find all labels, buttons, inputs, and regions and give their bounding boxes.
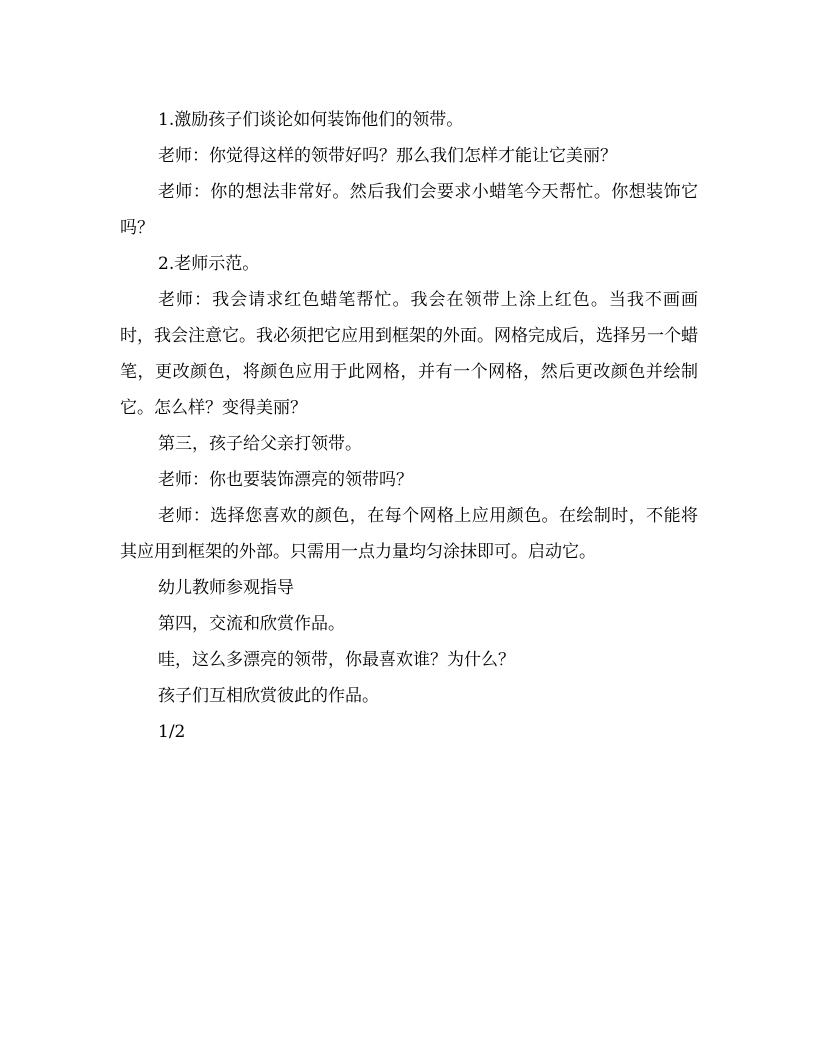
- paragraph-11: 哇，这么多漂亮的领带，你最喜欢谁？为什么？: [158, 650, 515, 670]
- paragraph-10: 第四，交流和欣赏作品。: [158, 614, 345, 634]
- paragraph-7: 老师：你也要装饰漂亮的领带吗？: [158, 470, 413, 490]
- page-number: 1/2: [158, 722, 186, 742]
- paragraph-4: 2.老师示范。: [158, 254, 260, 274]
- paragraph-6: 第三，孩子给父亲打领带。: [158, 434, 362, 454]
- paragraph-5: 老师：我会请求红色蜡笔帮忙。我会在领带上涂上红色。当我不画画时，我会注意它。我必须把它应用到框架的外面。网格完成后，选择另一个蜡笔，更改颜色，将颜色应用于此网格，并有一个网格，然后更改颜色并绘制它。怎么样？变得美丽？: [120, 290, 698, 418]
- paragraph-9: 幼儿教师参观指导: [158, 578, 294, 598]
- paragraph-8: 老师：选择您喜欢的颜色，在每个网格上应用颜色。在绘制时，不能将其应用到框架的外部。只需用一点力量均匀涂抹即可。启动它。: [120, 506, 698, 562]
- paragraph-3: 老师：你的想法非常好。然后我们会要求小蜡笔今天帮忙。你想装饰它吗？: [120, 182, 698, 238]
- paragraph-1: 1.激励孩子们谈论如何装饰他们的领带。: [158, 110, 464, 130]
- document-body: [120, 102, 698, 750]
- paragraph-2: 老师：你觉得这样的领带好吗？那么我们怎样才能让它美丽？: [158, 146, 617, 166]
- paragraph-12: 孩子们互相欣赏彼此的作品。: [158, 686, 379, 706]
